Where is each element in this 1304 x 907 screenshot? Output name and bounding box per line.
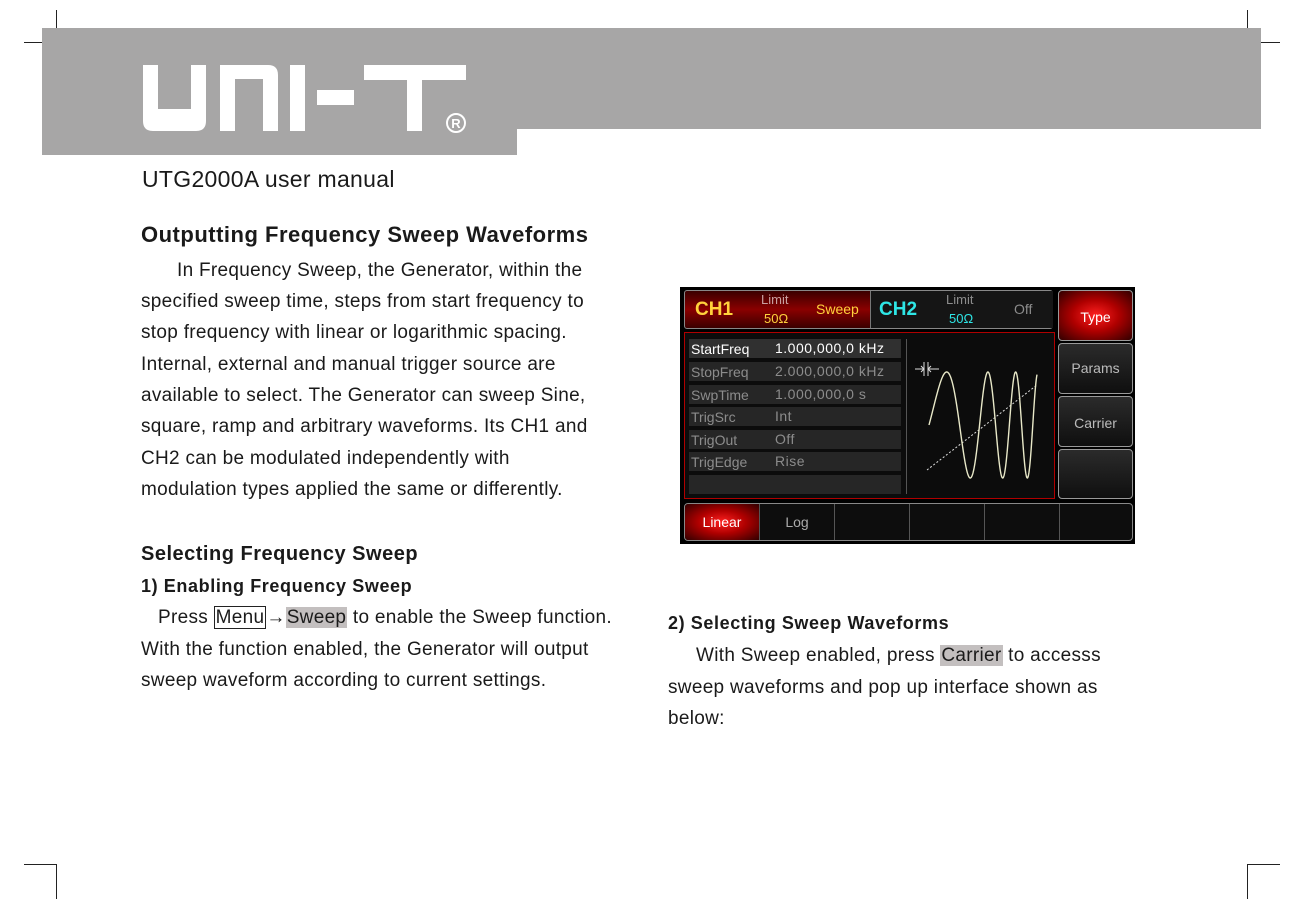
param-value: Rise	[775, 453, 806, 469]
param-row-sweep-time[interactable]	[689, 385, 901, 404]
param-row-empty	[689, 475, 901, 494]
param-value: 1.000,000,0 kHz	[775, 340, 885, 356]
softkey-type[interactable]: Type	[1058, 290, 1133, 341]
sweep-key: Sweep	[286, 607, 347, 628]
section-title: Outputting Frequency Sweep Waveforms	[141, 222, 589, 247]
crop-mark	[1247, 864, 1248, 899]
arrow-text: →	[266, 607, 286, 628]
unit-logo	[140, 62, 470, 134]
step2-line2: sweep waveforms and pop up interface shown as	[668, 677, 1098, 698]
step2-line3: below:	[668, 708, 725, 729]
intro-line: square, ramp and arbitrary waveforms. Its CH1 and	[141, 416, 588, 437]
linear-key[interactable]: Linear	[685, 504, 760, 540]
sweep-waveform-preview	[909, 355, 1044, 480]
carrier-key: Carrier	[941, 645, 1002, 666]
param-label: TrigSrc	[691, 409, 736, 425]
param-value: 2.000,000,0 kHz	[775, 363, 885, 379]
crop-mark	[56, 864, 57, 899]
param-value: Int	[775, 408, 793, 424]
step1-line1-rest: to enable the Sweep function.	[347, 607, 612, 628]
step1-line1	[158, 607, 612, 629]
press-text: Press	[158, 607, 214, 628]
panel-divider	[906, 339, 907, 494]
ch2-label: CH2	[879, 299, 918, 320]
param-row-trig-edge[interactable]	[689, 452, 901, 471]
param-value: Off	[775, 431, 795, 447]
step2-press-text: With Sweep enabled, press	[696, 645, 941, 666]
crop-mark	[24, 864, 57, 865]
blank-key[interactable]	[910, 504, 985, 540]
blank-key[interactable]	[985, 504, 1060, 540]
param-label: StopFreq	[691, 364, 749, 380]
ch2-state: Off	[1014, 301, 1033, 317]
step2-line1-rest: to accesss	[1002, 645, 1101, 666]
param-label: TrigOut	[691, 432, 738, 448]
narrow-arrows-icon	[915, 362, 939, 376]
sweep-params-panel	[684, 332, 1055, 499]
sweep-type-bar	[684, 503, 1133, 541]
ch1-impedance: 50Ω	[764, 311, 789, 326]
intro-line: specified sweep time, steps from start frequency to	[141, 291, 584, 312]
menu-key: Menu	[215, 607, 265, 628]
ch1-label: CH1	[695, 299, 734, 320]
param-label: TrigEdge	[691, 454, 748, 470]
intro-line: In Frequency Sweep, the Generator, within the	[177, 260, 583, 281]
sweep-sine-wave	[929, 372, 1037, 478]
step1-title: 1) Enabling Frequency Sweep	[141, 576, 413, 596]
param-row-trig-src[interactable]	[689, 407, 901, 426]
softkey-blank[interactable]	[1058, 449, 1133, 499]
crop-mark	[1247, 864, 1280, 865]
intro-line: available to select. The Generator can sweep Sine,	[141, 385, 586, 406]
intro-line: Internal, external and manual trigger source are	[141, 354, 556, 375]
channel-status-bar	[684, 290, 1053, 329]
param-row-stop-freq[interactable]	[689, 362, 901, 381]
param-row-trig-out[interactable]	[689, 430, 901, 449]
param-value: 1.000,000,0 s	[775, 386, 867, 402]
step1-line2: With the function enabled, the Generator will output	[141, 639, 589, 660]
ch1-mode: Sweep	[816, 301, 859, 317]
manual-subtitle: UTG2000A user manual	[142, 166, 395, 192]
ch2-status	[870, 291, 1053, 328]
log-key[interactable]: Log	[760, 504, 835, 540]
blank-key[interactable]	[1060, 504, 1132, 540]
step1-line3: sweep waveform according to current settings.	[141, 670, 547, 691]
blank-key[interactable]	[835, 504, 910, 540]
param-row-start-freq[interactable]	[689, 339, 901, 358]
svg-text:R: R	[451, 116, 461, 131]
ch2-impedance: 50Ω	[949, 311, 974, 326]
step2-line1	[696, 645, 1101, 667]
intro-line: stop frequency with linear or logarithmic spacing.	[141, 322, 567, 343]
ch1-limit-label: Limit	[761, 292, 789, 307]
device-screen	[680, 287, 1135, 544]
step2-title: 2) Selecting Sweep Waveforms	[668, 613, 950, 633]
selecting-title: Selecting Frequency Sweep	[141, 543, 419, 565]
ch2-limit-label: Limit	[946, 292, 974, 307]
param-label: SwpTime	[691, 387, 749, 403]
softkey-carrier[interactable]: Carrier	[1058, 396, 1133, 447]
param-label: StartFreq	[691, 341, 750, 357]
intro-line: CH2 can be modulated independently with	[141, 448, 510, 469]
intro-line: modulation types applied the same or differently.	[141, 479, 563, 500]
softkey-params[interactable]: Params	[1058, 343, 1133, 394]
